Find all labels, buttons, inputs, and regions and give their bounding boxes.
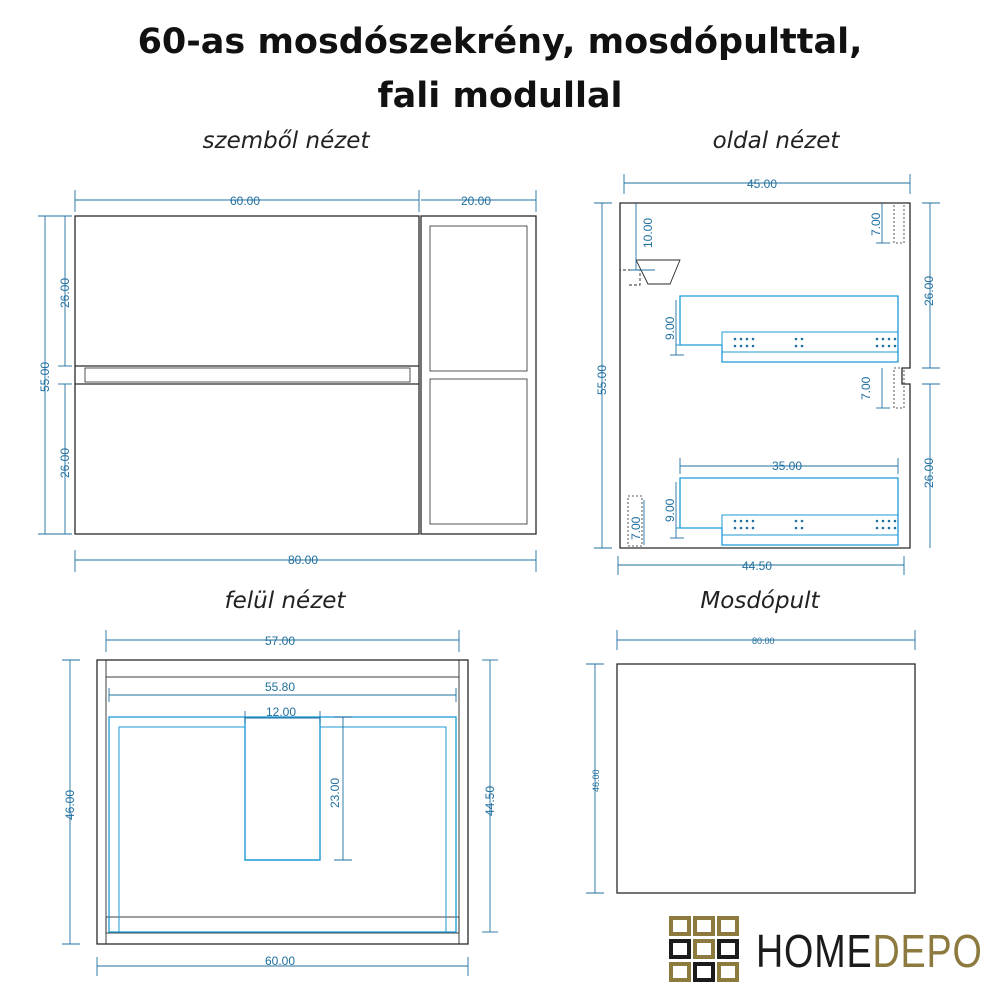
top-front-panel: [106, 917, 459, 933]
top-outer-outline: [97, 660, 468, 944]
side-runner-bottom: [722, 515, 898, 535]
homedepo-logo-icon: [668, 915, 748, 993]
front-module-outline: [421, 216, 536, 534]
front-module-shelf-top: [430, 226, 527, 371]
side-rail-bracket: [636, 260, 680, 284]
side-dim-drawer-h-bottom: 26.00: [922, 457, 936, 488]
front-handle-groove: [85, 368, 410, 382]
top-siphon-cutout: [245, 717, 320, 860]
side-dim-labels: [595, 177, 936, 573]
counter-dim-depth: 46.00: [591, 769, 601, 792]
side-dim-depth-top: 45.00: [747, 177, 778, 191]
page-title-line2: fali modullal: [377, 76, 623, 116]
front-dim-width-main: 60.00: [230, 194, 261, 208]
front-dim-height-total: 55.00: [38, 361, 52, 392]
top-dim-outer-width: 57.00: [265, 634, 296, 648]
side-dim-runner-bottom: 9.00: [663, 498, 677, 522]
side-wall-rail: [620, 203, 640, 285]
top-view: [97, 660, 468, 944]
counter-outline: [617, 664, 915, 893]
top-dim-bottom-width: 60.00: [265, 954, 296, 968]
front-dim-width-total: 80.00: [288, 553, 319, 567]
side-dim-height-total: 55.00: [595, 364, 609, 395]
top-dim-cutout-depth: 23.00: [328, 777, 342, 808]
side-dim-handle-mid: 7.00: [859, 376, 873, 400]
side-dim-depth-bottom: 44.50: [742, 559, 773, 573]
top-view-label: felül nézet: [224, 588, 346, 614]
side-dim-drawer-depth: 35.00: [772, 459, 803, 473]
counter-dim-width: 80.00: [752, 636, 775, 646]
front-dim-drawer-top: 26.00: [58, 277, 72, 308]
top-dim-depth-outer: 46.00: [63, 789, 77, 820]
side-view: [620, 203, 910, 548]
front-view-label: szemből nézet: [202, 128, 370, 154]
side-dim-foot: 7.00: [629, 516, 643, 540]
side-view-label: oldal nézet: [712, 128, 840, 154]
front-dimensions: [38, 190, 536, 572]
side-drawers: [676, 296, 898, 545]
front-dim-width-module: 20.00: [461, 194, 492, 208]
top-drawer-outline: [109, 717, 456, 932]
side-cabinet-outline: [620, 203, 910, 548]
logo-text-home: HOME: [756, 925, 873, 977]
top-drawer: [109, 717, 456, 932]
side-handle-top: [894, 203, 904, 243]
front-cabinet-outline: [75, 216, 419, 534]
top-dim-cutout-width: 12.00: [266, 705, 297, 719]
front-view: [75, 216, 536, 534]
top-dim-depth-inner: 44.50: [483, 785, 497, 816]
homedepo-logo-text: [756, 926, 983, 976]
front-dim-drawer-bottom: 26.00: [58, 447, 72, 478]
counter-view-label: Mosdópult: [700, 588, 820, 614]
front-module-shelf-bottom: [430, 379, 527, 524]
counter-view: [617, 664, 915, 893]
side-dim-runner-top: 9.00: [663, 316, 677, 340]
side-runner-dots: [734, 338, 897, 530]
front-dim-labels: [38, 194, 491, 567]
counter-dimensions: [586, 630, 915, 893]
side-dim-handle-top: 7.00: [869, 212, 883, 236]
side-dim-drawer-h-top: 26.00: [922, 275, 936, 306]
top-dim-inner-width: 55.80: [265, 680, 296, 694]
top-dim-labels: [63, 634, 497, 968]
side-runner-top: [722, 332, 898, 352]
logo-text-depo: DEPO: [872, 925, 983, 977]
side-dim-rail-top: 10.00: [641, 217, 655, 248]
top-drawer-inner: [119, 727, 446, 932]
counter-dim-labels: [591, 636, 775, 792]
top-back-rail: [106, 660, 459, 677]
page-title-line1: 60-as mosdószekrény, mosdópulttal,: [137, 22, 863, 62]
